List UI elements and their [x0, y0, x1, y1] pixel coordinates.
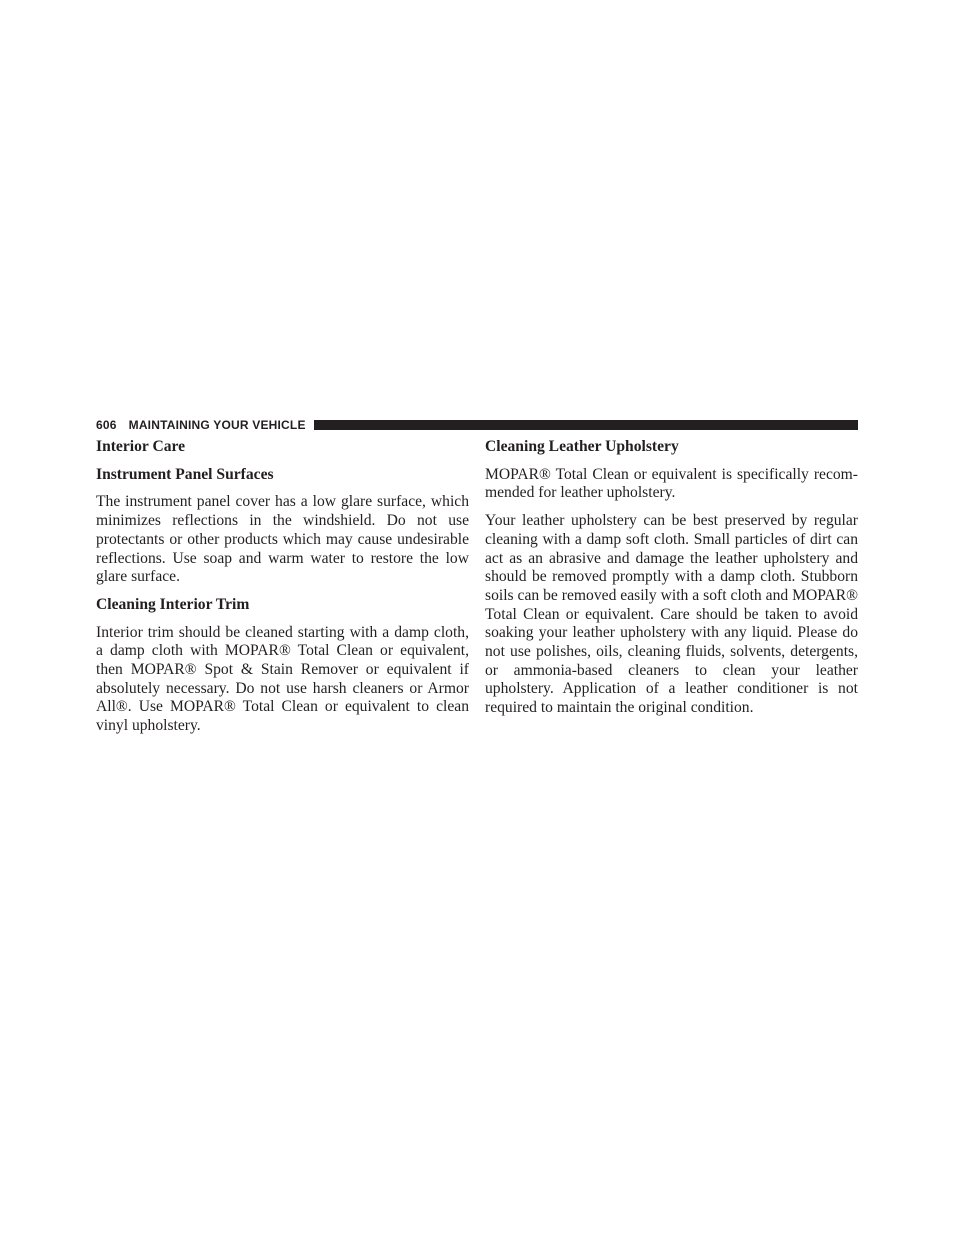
heading-cleaning-interior-trim: Cleaning Interior Trim [96, 595, 250, 613]
heading-cleaning-leather: Cleaning Leather Upholstery [485, 438, 679, 455]
paragraph-leather-1: MOPAR® Total Clean or equivalent is specifically recommended for leather upholstery. [485, 465, 858, 502]
paragraph-leather-2: Your leather upholstery can be best preserved by regular cleaning with a damp soft cloth. Small particles of dirt can act as an abrasive and damage the leather upholstery and should be removed promptly with a damp cloth. Stubborn soils can be removed easily with a soft cloth and MOPAR® Total Clean or equivalent. Care should be taken to avoid soaking your leather upholstery with any liquid. Please do not use polishes, oils, cleaning fluids, solvents, detergents, or ammonia-based cleaners to clean your leather upholstery. Application of a leather conditioner is not required to maintain the original condition. [485, 512, 858, 717]
right-column [485, 438, 858, 727]
page-header [96, 417, 858, 433]
header-rule [314, 420, 858, 430]
section-title: MAINTAINING YOUR VEHICLE [128, 418, 306, 432]
paragraph-interior-trim: Interior trim should be cleaned starting with a damp cloth, a damp cloth with MOPAR® Total Clean or equivalent, then MOPAR® Spot & Stain Remover or equivalent if absolutely necessary. Do not use harsh cleaners or Armor All®. Use MOPAR® Total Clean or equivalent to clean vinyl upholstery. [96, 623, 469, 735]
heading-interior-care: Interior Care [96, 438, 186, 455]
paragraph-instrument-panel: The instrument panel cover has a low glare surface, which minimizes reflections in the windshield. Do not use protectants or other products which may cause undesirable reflections. Use soap and warm water to restore the low glare surface. [96, 493, 469, 586]
left-column [96, 438, 469, 745]
page-number: 606 [96, 418, 117, 432]
heading-instrument-panel: Instrument Panel Surfaces [96, 465, 274, 483]
